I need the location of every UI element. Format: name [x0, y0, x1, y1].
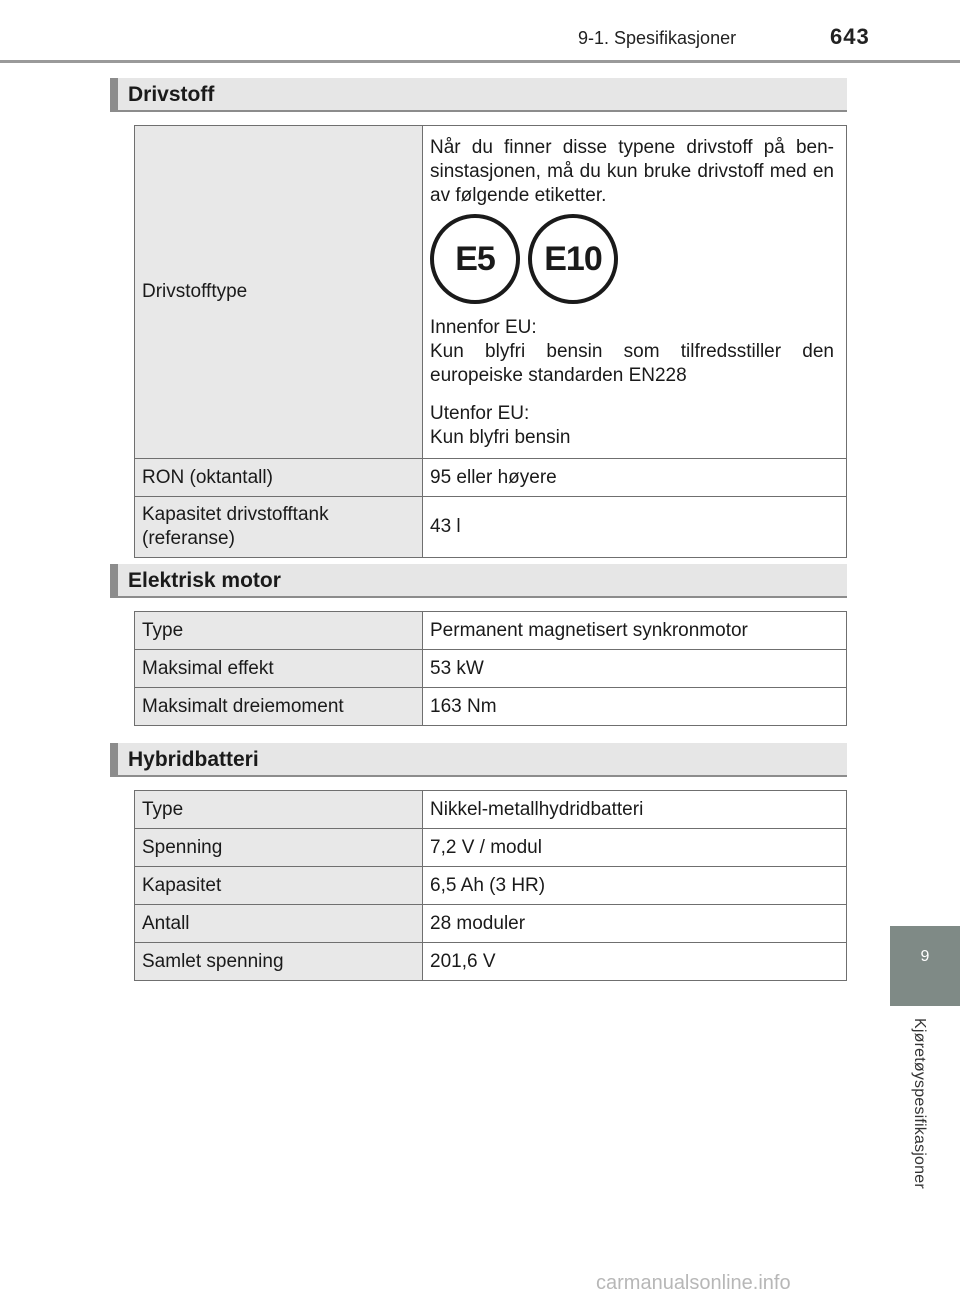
row-label: RON (oktantall) [135, 459, 423, 497]
table-row [135, 459, 847, 497]
outside-eu-title: Utenfor EU: [430, 403, 530, 424]
row-label: Maksimal effekt [135, 650, 423, 688]
section-heading-hybrid-battery [110, 743, 847, 777]
table-row [135, 905, 847, 943]
table-row [135, 612, 847, 650]
table-row [135, 126, 847, 459]
table-row [135, 497, 847, 558]
row-value: 163 Nm [423, 688, 847, 726]
section-heading-hybrid-battery-label: Hybridbatteri [128, 748, 259, 771]
inside-eu-title: Innenfor EU: [430, 317, 537, 338]
section-heading-fuel-label: Drivstoff [128, 83, 215, 106]
fuel-type-label: Drivstofftype [135, 126, 423, 459]
row-label: Maksimalt dreiemoment [135, 688, 423, 726]
outside-eu-text: Kun blyfri bensin [430, 427, 571, 448]
hybrid-battery-table [134, 790, 847, 981]
section-title: 9-1. Spesifikasjoner [578, 28, 737, 48]
e10-label-icon: E10 [528, 214, 618, 304]
chapter-title: Kjøretøyspesifikasjoner [911, 1018, 928, 1189]
table-row [135, 867, 847, 905]
table-row [135, 943, 847, 981]
row-value: 53 kW [423, 650, 847, 688]
inside-eu-text: Kun blyfri bensin som tilfredsstiller den europeiske standarden EN228 [430, 341, 834, 386]
table-row [135, 829, 847, 867]
row-label: Samlet spenning [135, 943, 423, 981]
row-value: 201,6 V [423, 943, 847, 981]
row-value: Nikkel-metallhydridbatteri [423, 791, 847, 829]
table-row [135, 650, 847, 688]
e5-label-icon: E5 [430, 214, 520, 304]
row-value: Permanent magnetisert synkronmotor [423, 612, 847, 650]
row-label: Type [135, 791, 423, 829]
chapter-number: 9 [920, 948, 930, 965]
section-heading-electric-motor [110, 564, 847, 598]
section-heading-electric-motor-label: Elektrisk motor [128, 569, 281, 592]
header-divider [0, 60, 960, 63]
row-label: Spenning [135, 829, 423, 867]
page-number: 643 [830, 24, 870, 49]
fuel-intro-text: Når du finner disse typene drivstoff på ben-sinstasjonen, må du kun bruke drivstoff med en av følgende etiketter. [430, 137, 834, 206]
electric-motor-table [134, 611, 847, 726]
row-value: 7,2 V / modul [423, 829, 847, 867]
row-label: Kapasitet drivstofftank (referanse) [135, 497, 423, 558]
chapter-tab [890, 926, 960, 1006]
row-value: 6,5 Ah (3 HR) [423, 867, 847, 905]
row-value: 95 eller høyere [423, 459, 847, 497]
fuel-label-badges [430, 214, 834, 312]
fuel-type-details [423, 126, 847, 459]
row-value: 43 l [423, 497, 847, 558]
watermark: carmanualsonline.info [596, 1272, 791, 1294]
row-label: Antall [135, 905, 423, 943]
fuel-table [134, 125, 847, 558]
table-row [135, 688, 847, 726]
row-label: Type [135, 612, 423, 650]
row-value: 28 moduler [423, 905, 847, 943]
table-row [135, 791, 847, 829]
row-label: Kapasitet [135, 867, 423, 905]
section-heading-fuel [110, 78, 847, 112]
